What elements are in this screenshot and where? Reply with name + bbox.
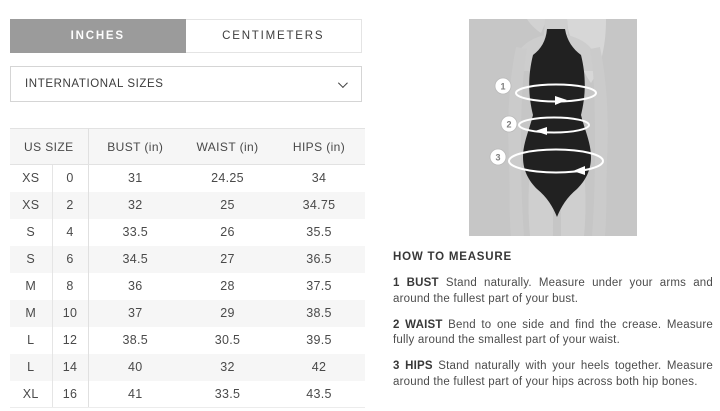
cell-size-number: 16 (52, 381, 88, 408)
cell-waist: 26 (220, 225, 235, 239)
how-to-measure-section (393, 251, 713, 401)
cell-size-number: 10 (52, 300, 88, 327)
cell-size-letter: XS (10, 192, 52, 219)
measure-step-label: 2 WAIST (393, 318, 443, 331)
measure-step-text: Stand naturally with your heels together. Measure around the fullest part of your hips across both hip bones. (393, 360, 713, 388)
cell-size-letter: M (10, 273, 52, 300)
measure-step-bust (393, 276, 713, 307)
cell-size-letter: L (10, 354, 52, 381)
bust-badge (495, 78, 511, 94)
table-row (10, 327, 365, 354)
measure-step-label: 1 BUST (393, 277, 439, 289)
cell-size-number: 0 (52, 165, 88, 192)
cell-size-letter: XS (10, 165, 52, 192)
table-row (10, 273, 365, 300)
dropdown-label: INTERNATIONAL SIZES (25, 78, 164, 90)
header-waist: WAIST (in) (182, 129, 273, 165)
cell-size-number: 6 (52, 246, 88, 273)
table-row (10, 354, 365, 381)
cell-hips: 34 (311, 171, 327, 186)
cell-size-number: 12 (52, 327, 88, 354)
cell-hips: 35.5 (306, 225, 332, 239)
cell-bust: 33.5 (122, 225, 149, 239)
cell-bust: 38.5 (122, 333, 149, 347)
table-row (10, 381, 365, 408)
tab-inches-label: INCHES (70, 30, 125, 42)
measure-step-label: 3 HIPS (393, 360, 433, 372)
cell-waist: 25 (182, 192, 273, 219)
measure-step-waist (393, 318, 713, 349)
waist-badge (501, 116, 517, 132)
cell-hips: 37.5 (306, 279, 332, 293)
svg-text:1: 1 (500, 81, 506, 92)
size-table-header (10, 129, 365, 165)
cell-size-letter: S (10, 219, 52, 246)
cell-bust: 36 (128, 279, 143, 293)
svg-text:2: 2 (506, 119, 512, 130)
cell-waist: 27 (182, 246, 273, 273)
cell-waist: 28 (220, 279, 235, 293)
cell-waist: 29 (182, 300, 273, 327)
cell-waist: 30.5 (214, 333, 241, 347)
cell-bust: 40 (88, 354, 182, 381)
cell-hips: 38.5 (273, 300, 365, 327)
table-row (10, 165, 365, 192)
tab-inches[interactable] (10, 19, 186, 53)
hips-badge (490, 149, 506, 165)
cell-waist: 24.25 (211, 171, 244, 186)
cell-hips: 34.75 (273, 192, 365, 219)
cell-size-number: 4 (52, 219, 88, 246)
cell-hips: 43.5 (273, 381, 365, 408)
cell-hips: 39.5 (306, 333, 332, 347)
cell-bust: 37 (88, 300, 182, 327)
measure-step-text: Stand naturally. Measure under your arms and around the fullest part of your bust. (393, 277, 713, 305)
svg-text:3: 3 (495, 152, 501, 163)
cell-bust: 41 (88, 381, 182, 408)
cell-size-letter: L (10, 327, 52, 354)
cell-bust: 31 (128, 171, 143, 186)
cell-size-number: 2 (52, 192, 88, 219)
table-row (10, 300, 365, 327)
cell-bust: 32 (88, 192, 182, 219)
cell-hips: 42 (273, 354, 365, 381)
chevron-down-icon (338, 78, 348, 88)
measure-step-text: Bend to one side and find the crease. Measure fully around the smallest part of your waist. (393, 318, 713, 346)
size-table (10, 128, 365, 408)
measurement-figure-image (469, 19, 637, 236)
tab-centimeters-label: CENTIMETERS (222, 30, 325, 42)
cell-bust: 34.5 (88, 246, 182, 273)
header-us-size: US SIZE (10, 129, 88, 165)
table-row (10, 246, 365, 273)
cell-waist: 33.5 (182, 381, 273, 408)
table-row (10, 192, 365, 219)
cell-hips: 36.5 (273, 246, 365, 273)
header-bust: BUST (in) (88, 129, 182, 165)
table-row (10, 219, 365, 246)
header-hips: HIPS (in) (273, 129, 365, 165)
tab-centimeters[interactable] (186, 19, 363, 53)
unit-tabs (10, 19, 362, 53)
cell-waist: 32 (182, 354, 273, 381)
cell-size-number: 14 (52, 354, 88, 381)
cell-size-letter: S (10, 246, 52, 273)
measure-step-hips (393, 359, 713, 390)
how-to-measure-title: HOW TO MEASURE (393, 251, 512, 263)
cell-size-letter: XL (10, 381, 52, 408)
cell-size-letter: M (10, 300, 52, 327)
international-sizes-dropdown[interactable] (10, 66, 362, 102)
model-figure (469, 19, 637, 236)
cell-size-number: 8 (52, 273, 88, 300)
